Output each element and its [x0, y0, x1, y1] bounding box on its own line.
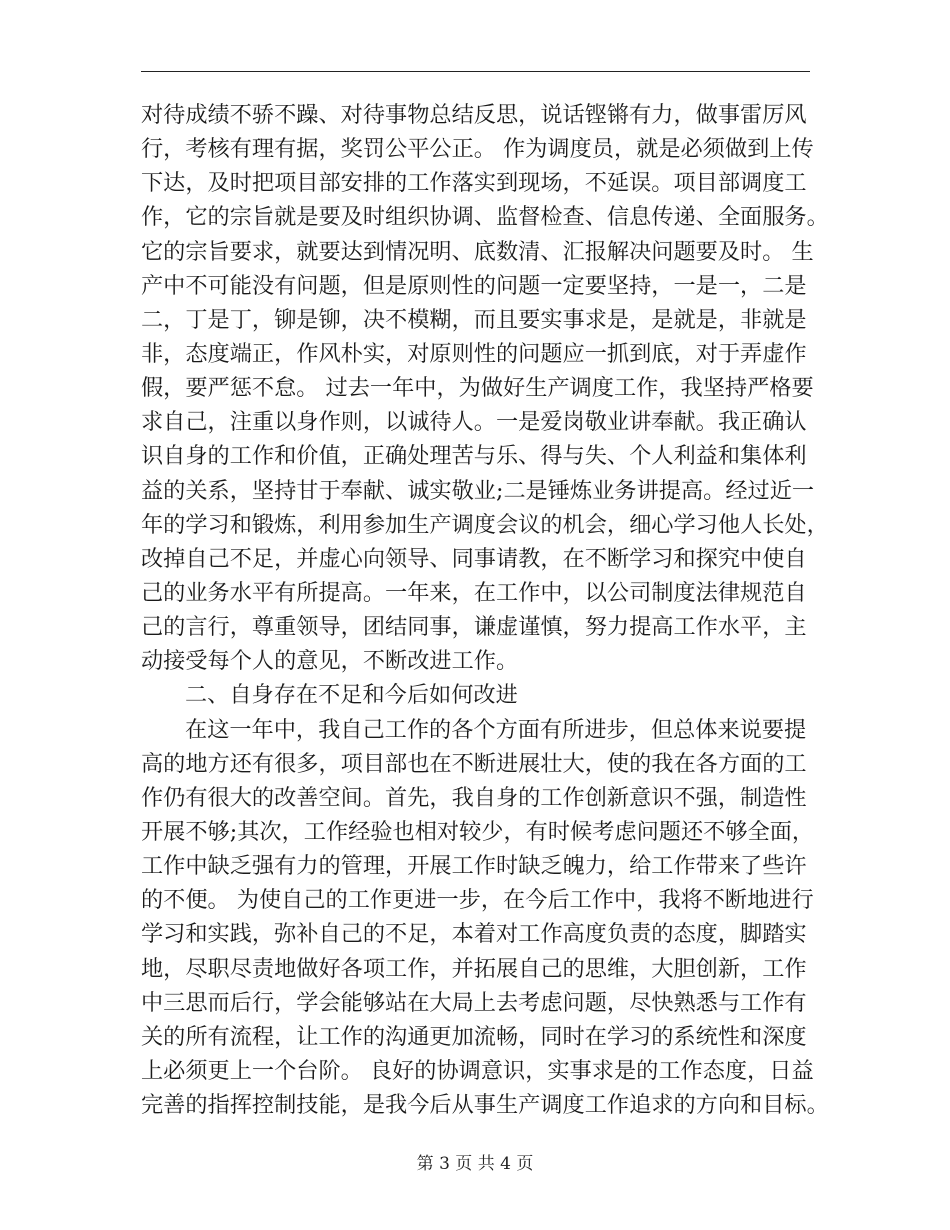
paragraph-line: 产中不可能没有问题，但是原则性的问题一定要坚持，一是一，二是 [141, 272, 807, 299]
paragraph-line: 在这一年中，我自己工作的各个方面有所进步，但总体来说要提 [185, 716, 807, 743]
paragraph-line: 己的言行，尊重领导，团结同事，谦虚谨慎，努力提高工作水平，主 [141, 614, 807, 641]
paragraph-line: 学习和实践，弥补自己的不足，本着对工作高度负责的态度，脚踏实 [141, 921, 807, 948]
paragraph-line: 年的学习和锻炼，利用参加生产调度会议的机会，细心学习他人长处， [141, 511, 829, 538]
paragraph-line: 假，要严惩不怠。 过去一年中，为做好生产调度工作，我坚持严格要 [141, 375, 814, 402]
paragraph-line: 非，态度端正，作风朴实，对原则性的问题应一抓到底，对于弄虚作 [141, 340, 807, 367]
body-text [141, 98, 829, 1122]
paragraph-line: 行，考核有理有据，奖罚公平公正。 作为调度员，就是必须做到上传 [141, 136, 814, 163]
header-rule [141, 71, 810, 72]
paragraph-line: 二，丁是丁，铆是铆，决不模糊，而且要实事求是，是就是，非就是 [141, 306, 807, 333]
paragraph-line: 地，尽职尽责地做好各项工作，并拓展自己的思维，大胆创新，工作 [141, 955, 807, 982]
section-heading: 二、自身存在不足和今后如何改进 [185, 682, 518, 709]
paragraph-line: 的不便。 为使自己的工作更进一步，在今后工作中，我将不断地进行 [141, 887, 814, 914]
paragraph-line: 动接受每个人的意见，不断改进工作。 [141, 648, 519, 675]
paragraph-line: 下达，及时把项目部安排的工作落实到现场，不延误。项目部调度工 [141, 170, 807, 197]
page-number-footer: 第 3 页 共 4 页 [416, 1154, 534, 1174]
paragraph-line: 工作中缺乏强有力的管理，开展工作时缺乏魄力，给工作带来了些许 [141, 853, 807, 880]
paragraph-line: 作仍有很大的改善空间。首先，我自身的工作创新意识不强，制造性 [141, 784, 807, 811]
paragraph-line: 对待成绩不骄不躁、对待事物总结反思，说话铿锵有力，做事雷厉风 [141, 102, 807, 128]
paragraph-line: 改掉自己不足，并虚心向领导、同事请教，在不断学习和探究中使自 [141, 545, 807, 572]
paragraph-line: 它的宗旨要求，就要达到情况明、底数清、汇报解决问题要及时。 生 [141, 238, 814, 265]
paragraph-line: 求自己，注重以身作则，以诚待人。一是爱岗敬业讲奉献。我正确认 [141, 409, 807, 436]
paragraph-line: 己的业务水平有所提高。一年来，在工作中，以公司制度法律规范自 [141, 579, 807, 606]
paragraph-line: 关的所有流程，让工作的沟通更加流畅，同时在学习的系统性和深度 [141, 1023, 807, 1050]
paragraph-line: 完善的指挥控制技能，是我今后从事生产调度工作追求的方向和目标。 [141, 1092, 829, 1119]
paragraph-line: 中三思而后行，学会能够站在大局上去考虑问题，尽快熟悉与工作有 [141, 989, 807, 1016]
paragraph-line: 作，它的宗旨就是要及时组织协调、监督检查、信息传递、全面服务。 [141, 204, 829, 231]
paragraph-line: 益的关系，坚持甘于奉献、诚实敬业;二是锤炼业务讲提高。经过近一 [141, 477, 815, 504]
paragraph-line: 高的地方还有很多，项目部也在不断进展壮大，使的我在各方面的工 [141, 750, 807, 777]
paragraph-line: 上必须更上一个台阶。 良好的协调意识，实事求是的工作态度，日益 [141, 1057, 814, 1084]
paragraph-line: 识自身的工作和价值，正确处理苦与乐、得与失、个人利益和集体利 [141, 443, 807, 470]
paragraph-line: 开展不够;其次，工作经验也相对较少，有时候考虑问题还不够全面， [141, 818, 815, 845]
